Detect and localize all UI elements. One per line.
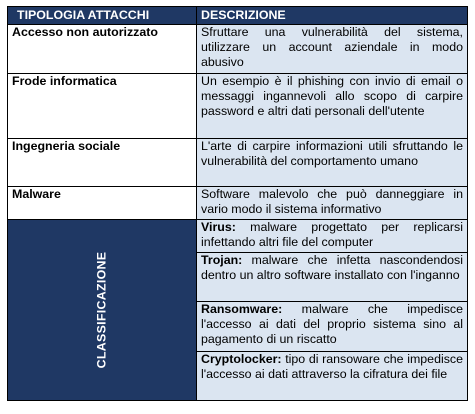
classification-item-ransomware [197, 302, 468, 352]
attack-types-table [7, 6, 468, 401]
table-header-row [8, 7, 468, 25]
malware-type-name: Trojan: [201, 253, 243, 267]
malware-type-name: Cryptolocker: [201, 352, 282, 366]
classification-label: CLASSIFICAZIONE [94, 251, 109, 369]
attack-type-cell: Malware [8, 187, 197, 220]
description-cell: L'arte di carpire informazioni utili sfruttando le vulnerabilità del comportamento umano [197, 139, 468, 187]
classification-item-cryptolocker [197, 352, 468, 401]
table-row [8, 74, 468, 139]
attack-type-cell: Ingegneria sociale [8, 139, 197, 187]
classification-item-trojan [197, 253, 468, 302]
attack-type-cell: Frode informatica [8, 74, 197, 139]
malware-type-text: malware che infetta nascondendosi dentro un altro software installato con l'inganno [201, 253, 463, 282]
table-row [8, 139, 468, 187]
description-cell: Software malevolo che può danneggiare in vario modo il sistema informativo [197, 187, 468, 220]
malware-type-text: tipo di ransoware che impedisce l'accesso ai dati attraverso la cifratura dei file [201, 352, 463, 381]
table-row [8, 187, 468, 220]
attack-type-cell: Accesso non autorizzato [8, 25, 197, 74]
description-cell: Sfruttare una vulnerabilità del sistema, utilizzare un account aziendale in modo abusivo [197, 25, 468, 74]
malware-type-name: Virus: [201, 220, 236, 234]
table-row [8, 25, 468, 74]
malware-type-text: malware progettato per replicarsi infettando altri file del computer [201, 220, 463, 249]
header-description: DESCRIZIONE [197, 7, 468, 25]
description-cell: Un esempio è il phishing con invio di email o messaggi ingannevoli allo scopo di carpire password e altri dati personali dell'utente [197, 74, 468, 139]
classification-cell [8, 220, 197, 401]
malware-type-name: Ransomware: [201, 302, 283, 316]
malware-type-text: malware che impedisce l'accesso ai dati del proprio sistema sino al pagamento di un riscatto [201, 302, 463, 346]
classification-row [8, 220, 468, 253]
header-attack-type: TIPOLOGIA ATTACCHI [8, 7, 197, 25]
classification-item-virus [197, 220, 468, 253]
